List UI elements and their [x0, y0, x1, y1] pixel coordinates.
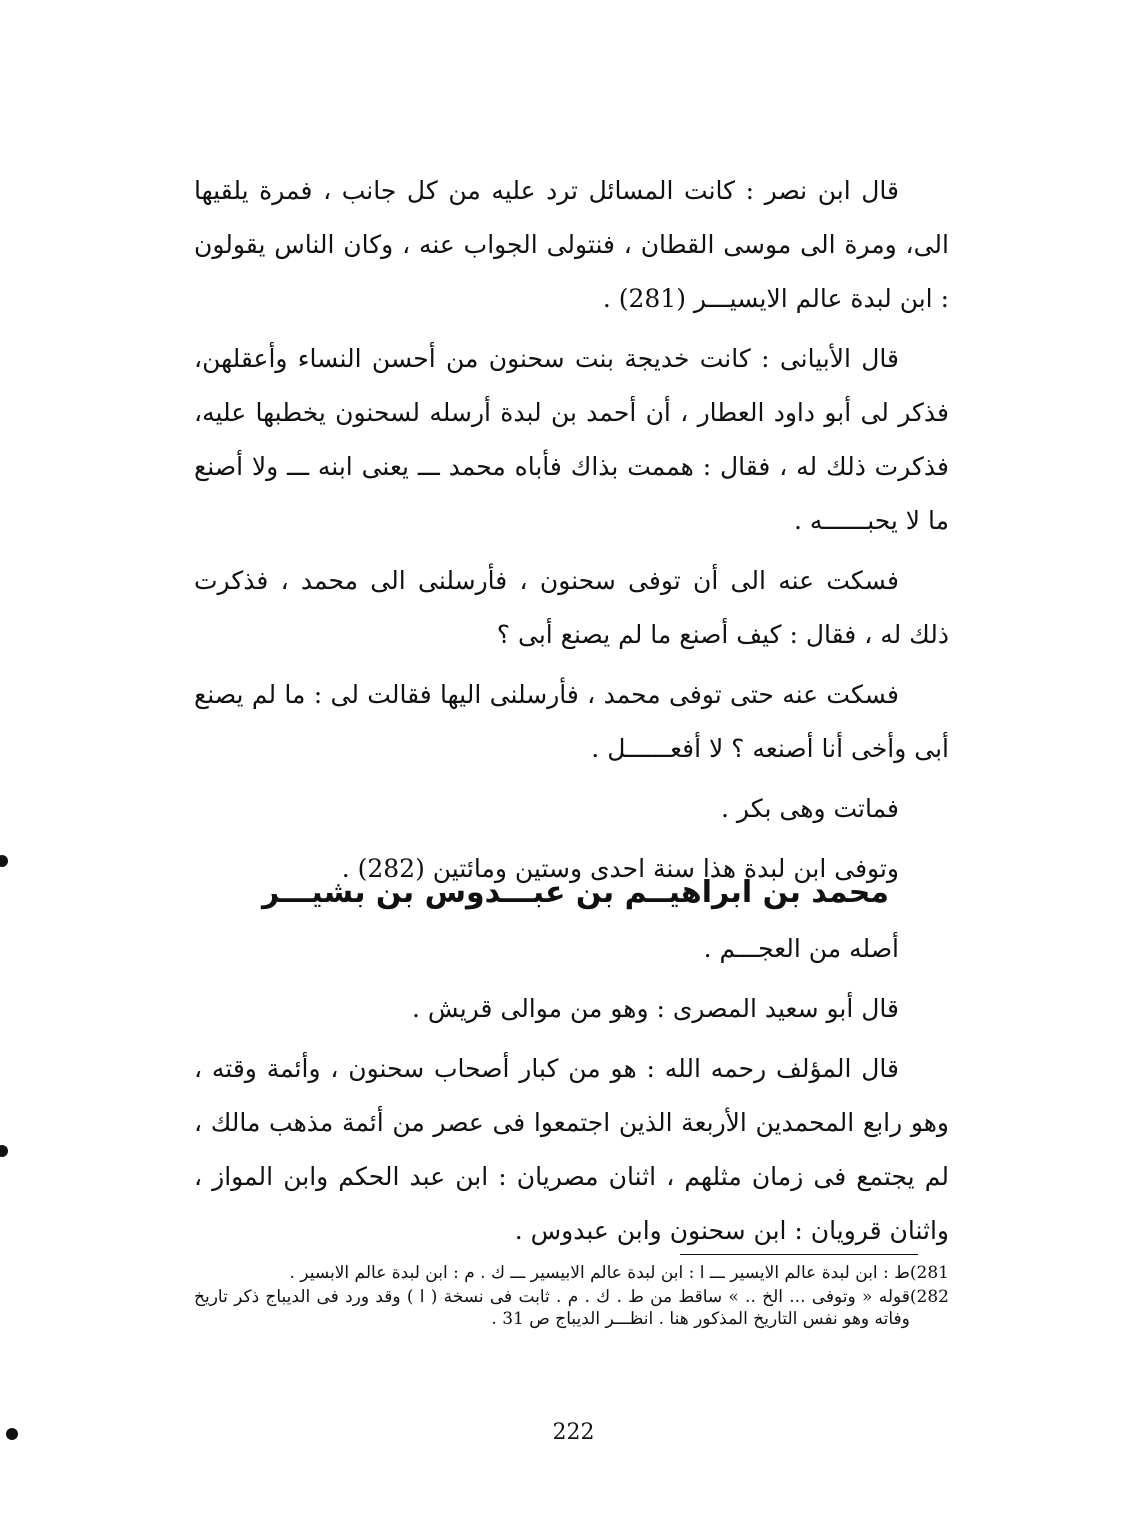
scan-speck — [0, 855, 8, 867]
footnote — [194, 1262, 949, 1284]
paragraph: قال أبو سعيد المصرى : وهو من موالى قريش . — [411, 994, 899, 1023]
paragraph: وتوفى ابن لبدة هذا سنة احدى وستين ومائتين (282) . — [341, 854, 899, 883]
paragraph: فماتت وهى بكر . — [721, 794, 899, 823]
paragraph: أصله من العجـــم . — [703, 934, 899, 963]
footnote-divider — [680, 1254, 918, 1255]
paragraph: فسكت عنه الى أن توفى سحنون ، فأرسلنى الى محمد ، فذكرت ذلك له ، فقال : كيف أصنع ما لم يصنع أبى ؟ — [194, 566, 949, 649]
paragraph: قال الأبيانى : كانت خديجة بنت سحنون من أحسن النساء وأعقلهن، فذكر لى أبو داود العطار ، أن أحمد بن لبدة أرسله لسحنون يخطبها عليه، فذكرت ذلك له ، فقال : هممت بذاك فأباه محمد ـــ يعنى ابنه ـــ ولا أصنع ما لا يحبــــــه . — [194, 344, 949, 535]
body-text-top — [194, 164, 949, 902]
footnote-text: قوله « وتوفى ... الخ .. » ساقط من ط . ك . م . ثابت فى نسخة ( ا ) وقد ورد فى الديباج ذكر تاريخ وفاته وهو نفس التاريخ المذكور هنا . انظـــر الديباج ص 31 . — [194, 1287, 910, 1329]
body-text-bottom — [194, 922, 949, 1264]
scan-speck — [0, 1145, 8, 1157]
footnote-text: ط : ابن لبدة عالم الايسير ـــ ا : ابن لبدة عالم الابيسير ـــ ك . م : ابن لبدة عالم الابسير . — [289, 1263, 910, 1283]
footnotes — [194, 1262, 949, 1332]
section-heading: محمد بن ابراهيــم بن عبـــدوس بن بشيـــر — [262, 875, 889, 910]
paragraph: قال ابن نصر : كانت المسائل ترد عليه من كل جانب ، فمرة يلقيها الى، ومرة الى موسى القطان ، فنتولى الجواب عنه ، وكان الناس يقولون : ابن لبدة عالم الايسيـــر (281) . — [194, 176, 949, 313]
page-number: 222 — [552, 1420, 595, 1445]
footnote — [194, 1286, 949, 1330]
footnote-number: 282) — [909, 1287, 949, 1307]
paragraph: قال المؤلف رحمه الله : هو من كبار أصحاب سحنون ، وأئمة وقته ، وهو رابع المحمدين الأربعة الذين اجتمعوا فى عصر من أئمة مذهب مالك ، لم يجتمع فى زمان مثلهم ، اثنان مصريان : ابن عبد الحكم وابن المواز ، واثنان قرويان : ابن سحنون وابن عبدوس . — [194, 1054, 949, 1245]
paragraph: فسكت عنه حتى توفى محمد ، فأرسلنى اليها فقالت لى : ما لم يصنع أبى وأخى أنا أصنعه ؟ لا أفعــــــل . — [194, 680, 949, 763]
footnote-number: 281) — [909, 1263, 949, 1283]
